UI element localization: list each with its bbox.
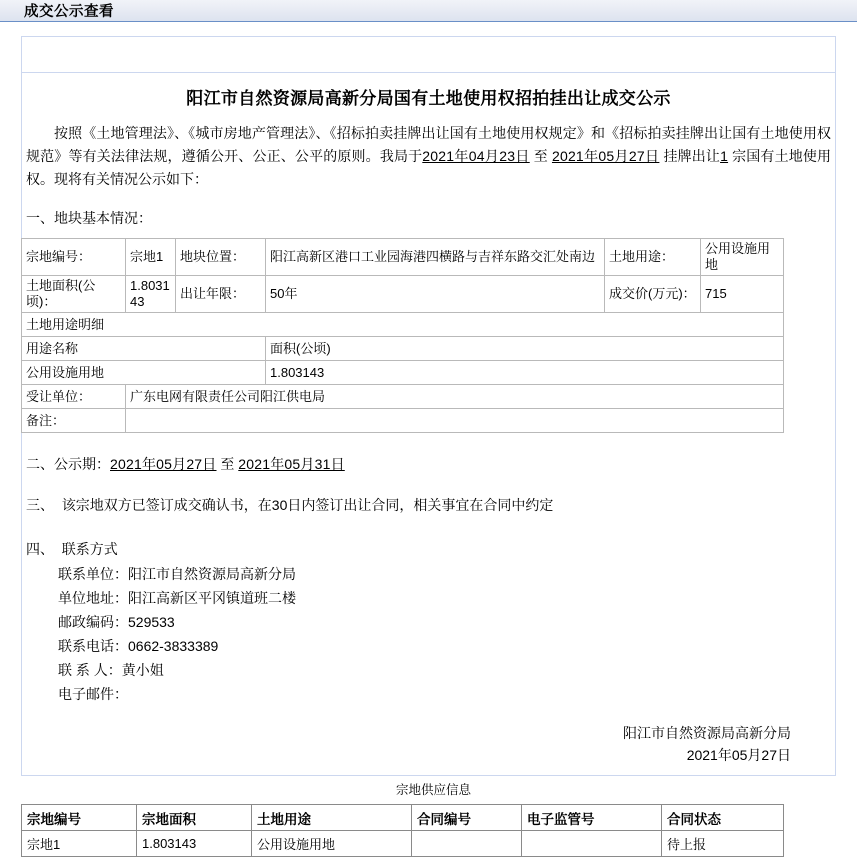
email-label: 电子邮件： [58, 686, 128, 702]
parcel-count: 1 [720, 148, 729, 164]
contact-person-value: 黄小姐 [121, 662, 164, 678]
transfer-term-value: 50年 [266, 276, 605, 313]
section-3-text-a: 该宗地双方已签订成交确认书，在 [61, 497, 272, 513]
use-name-header: 用途名称 [22, 337, 266, 361]
remark-value [126, 409, 784, 433]
auction-end-date: 2021年05月27日 [551, 148, 660, 164]
table-row [22, 409, 784, 433]
cell-land-use: 公用设施用地 [252, 831, 412, 857]
contact-address-value: 阳江高新区平冈镇道班二楼 [128, 590, 296, 606]
section-3-heading [0, 494, 857, 516]
publicity-end-date: 2021年05月31日 [238, 456, 345, 472]
deal-price-value: 715 [701, 276, 784, 313]
intro-text-part3: 宗国有土地使用权。现将有关情况公示如下： [26, 148, 832, 187]
phone-value: 0662-3833389 [128, 638, 219, 654]
intro-text-part2: 挂牌出让 [663, 148, 721, 164]
use-area-value: 1.803143 [266, 361, 784, 385]
col-header-contract-status: 合同状态 [662, 805, 784, 831]
contact-row [58, 610, 857, 634]
section-2-heading [0, 453, 857, 475]
cell-contract-no [412, 831, 522, 857]
intro-between: 至 [533, 148, 548, 164]
use-area-header: 面积(公顷) [266, 337, 784, 361]
land-use-label: 土地用途： [605, 239, 701, 276]
use-name-value: 公用设施用地 [22, 361, 266, 385]
contact-unit-label: 联系单位： [58, 566, 128, 582]
cell-contract-status: 待上报 [662, 831, 784, 857]
col-header-contract-no: 合同编号 [412, 805, 522, 831]
parcel-info-table [21, 238, 784, 433]
table-header-row [22, 805, 784, 831]
document-content [0, 36, 857, 857]
signature-block [0, 722, 857, 766]
contact-address-label: 单位地址： [58, 590, 128, 606]
publicity-between: 至 [220, 456, 235, 472]
section-4-label: 四、 [26, 541, 54, 557]
table-row [22, 337, 784, 361]
col-header-parcel-area: 宗地面积 [137, 805, 252, 831]
col-header-parcel-code: 宗地编号 [22, 805, 137, 831]
contact-block [0, 560, 857, 706]
transferee-value: 广东电网有限责任公司阳江供电局 [126, 385, 784, 409]
section-3-text-b: 日内签订出让合同，相关事宜在合同中约定 [287, 497, 554, 513]
window-title-bar [0, 0, 857, 22]
parcel-code-value: 宗地1 [126, 239, 176, 276]
parcel-code-label: 宗地编号： [22, 239, 126, 276]
transfer-term-label: 出让年限： [176, 276, 266, 313]
publicity-start-date: 2021年05月27日 [110, 456, 217, 472]
postcode-value: 529533 [128, 614, 175, 630]
parcel-location-label: 地块位置： [176, 239, 266, 276]
contact-row [58, 562, 857, 586]
auction-start-date: 2021年04月23日 [422, 148, 530, 164]
postcode-label: 邮政编码： [58, 614, 128, 630]
publicity-period-label: 二、公示期： [26, 456, 110, 472]
contact-row [58, 682, 857, 706]
remark-label: 备注： [22, 409, 126, 433]
contact-row [58, 586, 857, 610]
contact-row [58, 634, 857, 658]
supply-info-table [21, 804, 784, 857]
window-title: 成交公示查看 [24, 4, 114, 20]
signature-org: 阳江市自然资源局高新分局 [623, 725, 791, 741]
table-row [22, 831, 784, 857]
table-row [22, 385, 784, 409]
col-header-land-use: 土地用途 [252, 805, 412, 831]
section-1-heading: 一、地块基本情况： [26, 210, 152, 226]
table-row [22, 239, 784, 276]
contact-row [58, 658, 857, 682]
contact-heading: 联系方式 [61, 541, 118, 557]
intro-text-part1: 按照《土地管理法》、《城市房地产管理法》、《招标拍卖挂牌出让国有土地使用权规定》和《招标拍卖挂牌出让国有土地使用权规范》等有关法律法规，遵循公开、公正、公平的原则。我局于 [26, 125, 831, 164]
phone-label: 联系电话： [58, 638, 128, 654]
land-use-detail-heading: 土地用途明细 [22, 313, 784, 337]
cell-parcel-area: 1.803143 [137, 831, 252, 857]
cell-supervision-no [522, 831, 662, 857]
intro-paragraph [0, 109, 857, 191]
transferee-label: 受让单位： [22, 385, 126, 409]
signature-date: 2021年05月27日 [686, 747, 791, 763]
supply-table-caption: 宗地供应信息 [395, 783, 471, 797]
contact-person-label: 联 系 人： [58, 662, 122, 678]
land-use-value: 公用设施用地 [701, 239, 784, 276]
table-row [22, 276, 784, 313]
contact-unit-value: 阳江市自然资源局高新分局 [128, 566, 296, 582]
section-3-label: 三、 [26, 497, 54, 513]
cell-parcel-code: 宗地1 [22, 831, 137, 857]
page-title: 阳江市自然资源局高新分局国有土地使用权招拍挂出让成交公示 [186, 89, 671, 108]
section-4-heading [0, 538, 857, 560]
col-header-supervision-no: 电子监管号 [522, 805, 662, 831]
contract-days: 30 [271, 497, 288, 513]
deal-price-label: 成交价(万元)： [605, 276, 701, 313]
table-row [22, 361, 784, 385]
table-row [22, 313, 784, 337]
land-area-label: 土地面积(公顷)： [22, 276, 126, 313]
land-area-value: 1.803143 [126, 276, 176, 313]
parcel-location-value: 阳江高新区港口工业园海港四横路与吉祥东路交汇处南边 [266, 239, 605, 276]
